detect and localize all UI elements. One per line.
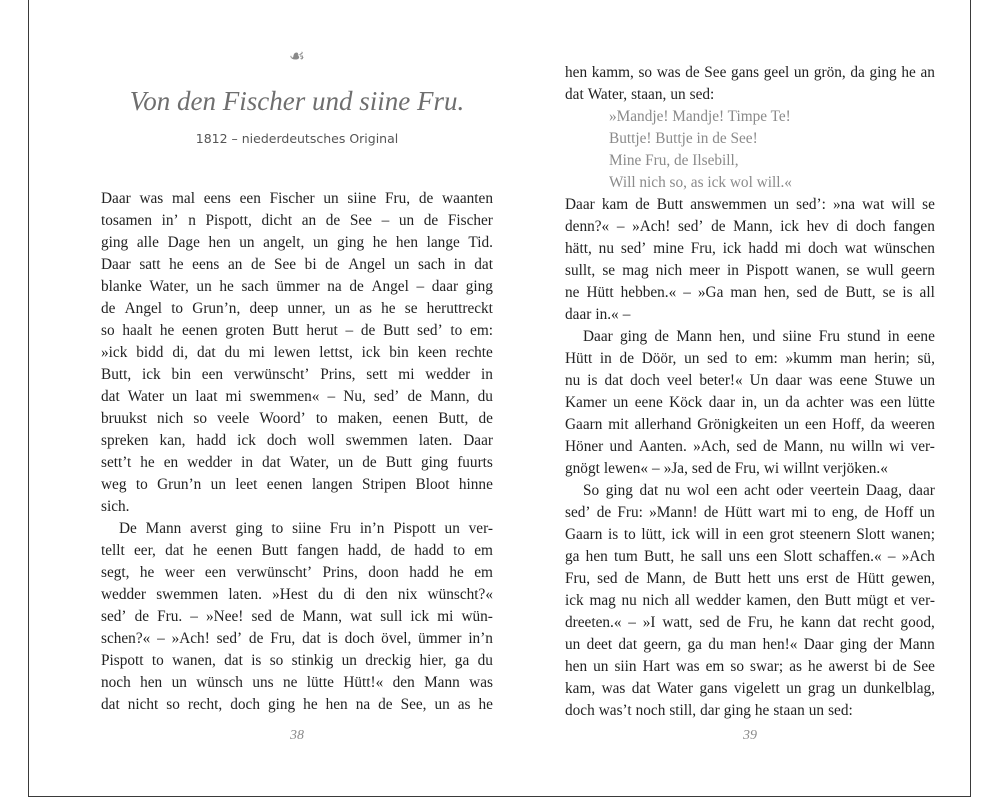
text-line: sed’ de Fru. – »Nee! sed de Mann, wat sull ick mi wün-: [101, 608, 493, 625]
book-spread: [28, 0, 971, 797]
text-line: Gaarn mit allerhand Grönigkeiten un een Hoff, da weeren: [565, 416, 935, 433]
text-line: spreken kan, hadd ick doch woll swemmen laten. Daar: [101, 432, 493, 449]
text-line: so haalt he eenen groten Butt herut – de Butt sed’ to em:: [101, 322, 493, 339]
text-line: Daar ging de Mann hen, und siine Fru stund in eene: [583, 328, 935, 345]
text-line: Fru, sed de Mann, de Butt hett uns erst de Hütt gewen,: [565, 570, 935, 587]
text-line: ga hen tum Butt, he sall uns een Slott schaffen.« – »Ach: [565, 548, 935, 565]
text-line: kam, was dat Water gans vigelett un grag un dunkelblag,: [565, 680, 935, 697]
text-line: sullt, se mag nich meer in Pispott wanen, se wull geern: [565, 262, 935, 279]
text-line: sed’ de Fru: »Mann! de Hütt wart mi to eng, de Hoff un: [565, 504, 935, 521]
text-line: noch hen un wünsch uns ne lütte Hütt!« den Mann was: [101, 674, 493, 691]
right-page-body-text: [565, 62, 935, 722]
text-line: ne Hütt hebben.« – »Ga man hen, sed de Butt, se is all: [565, 284, 935, 301]
text-line: bruukst nich so veele Woord’ to maken, eenen Butt, de: [101, 410, 493, 427]
text-line: ging alle Dage hen un angelt, un ging he hen lange Tid.: [101, 234, 493, 251]
left-page: [101, 0, 493, 796]
text-line: dat Water un laat mi swemmen« – Nu, sed’ de Mann, du: [101, 388, 493, 405]
text-line: blanke Water, un he sach ümmer na de Angel – daar ging: [101, 278, 493, 295]
text-line: Daar kam de Butt answemmen un sed’: »na wat will se: [565, 196, 935, 213]
text-line: So ging dat nu wol een acht oder veertein Daag, daar: [583, 482, 935, 499]
verse-line: Buttje! Buttje in de See!: [609, 130, 758, 147]
text-line: »ick bidd di, dat du mi lewen lettst, ick bin keen rechte: [101, 344, 493, 361]
text-line: Hütt in de Döör, un sed to em: »kumm man herin; sü,: [565, 350, 935, 367]
text-line: Kamer un eene Köck daar in, un da achter was een lütte: [565, 394, 935, 411]
text-line: Daar was mal eens een Fischer un siine Fru, de waanten: [101, 190, 493, 207]
text-line: De Mann averst ging to siine Fru in’n Pispott un ver-: [119, 520, 493, 537]
text-line: dat nicht so recht, doch ging he hen na de See, un as he: [101, 696, 493, 713]
verse-line: »Mandje! Mandje! Timpe Te!: [609, 108, 791, 125]
text-line: nu is dat doch veel beter!« Un daar was eene Stuwe un: [565, 372, 935, 389]
text-line: hen kamm, so was de See gans geel un grön, da ging he an: [565, 64, 935, 81]
text-line: gnögt lewen« – »Ja, sed de Fru, wi willnt verjöken.«: [565, 460, 888, 477]
text-line: hen un siin Hart was em so swar; as he awerst bi de See: [565, 658, 935, 675]
text-line: denn?« – »Ach! sed’ de Mann, ick hev di doch fangen: [565, 218, 935, 235]
text-line: Höner und Aanten. »Ach, sed de Mann, nu willn wi ver-: [565, 438, 935, 455]
text-line: weg to Grun’n un leet eenen langen Stripen Bloot hinne: [101, 476, 493, 493]
fleuron-ornament-icon: ☙: [288, 46, 306, 67]
text-line: Pispott to wanen, dat is so stinkig un dreckig hier, ga du: [101, 652, 493, 669]
text-line: Daar satt he eens an de See bi de Angel un sach in dat: [101, 256, 493, 273]
text-line: doch was’t noch still, dar ging he staan un sed:: [565, 702, 853, 719]
text-line: de Angel to Grun’n, deep unner, un as he se heruttreckt: [101, 300, 493, 317]
text-line: daar in.« –: [565, 306, 631, 323]
page-number-left: 38: [290, 728, 304, 743]
text-line: sett’t he en wedder in dat Water, un de Butt ging fuurts: [101, 454, 493, 471]
text-line: Gaarn is to lütt, ick will in een grot steenern Slott wanen;: [565, 526, 935, 543]
text-line: dreeten.« – »I watt, sed de Fru, he kann dat recht good,: [565, 614, 935, 631]
text-line: wedder swemmen laten. »Hest du di den nix wünscht?«: [101, 586, 493, 603]
text-line: schen?« – »Ach! sed’ de Fru, dat is doch övel, ümmer in’n: [101, 630, 493, 647]
text-line: un deet dat geern, ga du man hen!« Daar ging der Mann: [565, 636, 935, 653]
text-line: hätt, nu sed’ mine Fru, ick hadd mi doch wat wünschen: [565, 240, 935, 257]
text-line: sich.: [101, 498, 130, 515]
text-line: ick mag nu nich all wedder kamen, den Butt mügt et ver-: [565, 592, 935, 609]
right-page: [565, 0, 935, 796]
text-line: tosamen in’ n Pispott, dicht an de See – un de Fischer: [101, 212, 493, 229]
text-line: tellt eer, dat he eenen Butt fangen hadd, de hadd to em: [101, 542, 493, 559]
chapter-title: Von den Fischer und siine Fru.: [129, 86, 465, 116]
verse-line: Will nich so, as ick wol will.«: [609, 174, 792, 191]
page-number-right: 39: [743, 728, 757, 743]
chapter-subtitle: 1812 – niederdeutsches Original: [195, 131, 399, 146]
verse-line: Mine Fru, de Ilsebill,: [609, 152, 739, 169]
text-line: dat Water, staan, un sed:: [565, 86, 715, 103]
text-line: Butt, ick bin een verwünscht’ Prins, sett mi wedder in: [101, 366, 493, 383]
left-page-body-text: [101, 188, 493, 716]
text-line: segt, he weer een verwünscht’ Prins, doon hadd he em: [101, 564, 493, 581]
